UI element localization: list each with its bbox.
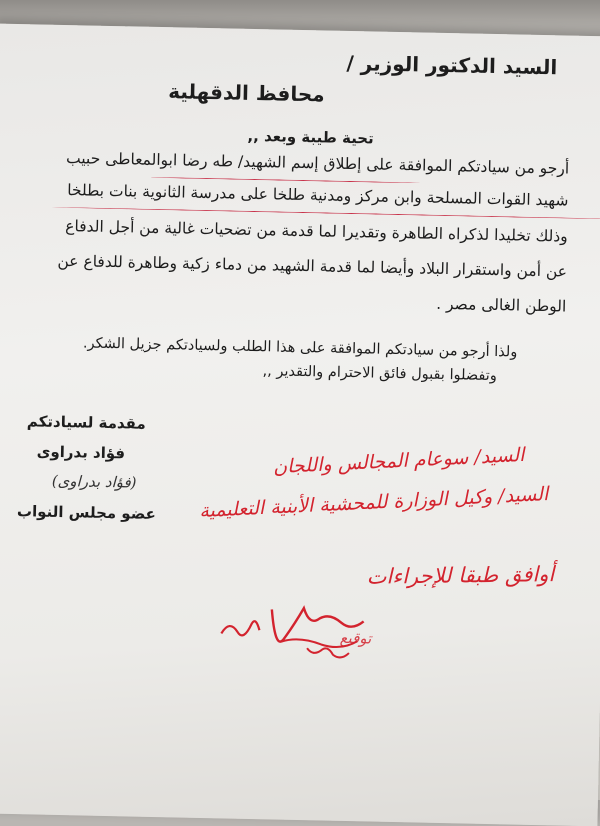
greeting: تحية طيبة وبعد ,, bbox=[247, 126, 374, 148]
body-line-1: أرجو من سيادتكم الموافقة على إطلاق إسم الشهيد/ طه رضا ابوالمعاطى حبيب bbox=[65, 149, 570, 178]
body-line-4: عن أمن واستقرار البلاد وأيضا لما قدمة الشهيد من دماء زكية وطاهرة للدفاع عن bbox=[57, 251, 568, 281]
closing-line-1: ولذا أرجو من سيادتكم الموافقة على هذا الطلب ولسيادتكم جزيل الشكر. bbox=[82, 335, 518, 361]
closing-line-2: وتفضلوا بقبول فائق الاحترام والتقدير ,, bbox=[262, 363, 497, 385]
body-line-2: شهيد القوات المسلحة وابن مركز ومدنية طلخا على مدرسة الثانوية بنات بطلخا bbox=[67, 181, 569, 210]
annotation-line-3: أوافق طبقا للإجراءات bbox=[366, 562, 555, 589]
presented-by: مقدمة لسيادتكم bbox=[26, 412, 146, 433]
letter-paper bbox=[0, 24, 600, 826]
red-underline-1 bbox=[151, 177, 421, 184]
red-signature-stroke-2 bbox=[271, 607, 364, 643]
annotation-line-2: السيد/ وكيل الوزارة للمحشية الأبنية التعليمية bbox=[198, 483, 549, 523]
recipient-title-line2: محافظ الدقهلية bbox=[167, 79, 325, 107]
annotation-signature-text: توقيع bbox=[339, 628, 372, 648]
sender-handwritten-signature: (فؤاد بدراوى) bbox=[51, 471, 137, 492]
sender-position: عضو مجلس النواب bbox=[16, 502, 157, 524]
annotation-line-1: السيد/ سوعام المجالس واللجان bbox=[273, 443, 526, 479]
red-signature-stroke-1 bbox=[221, 620, 259, 635]
body-line-5: الوطن الغالى مصر . bbox=[436, 294, 567, 316]
red-signature-stroke-4 bbox=[307, 648, 349, 658]
body-line-3: وذلك تخليدا لذكراه الطاهرة وتقديرا لما قدمة من تضحيات غالية من أجل الدفاع bbox=[65, 217, 568, 246]
recipient-title-line1: السيد الدكتور الوزير / bbox=[346, 50, 558, 80]
red-signature bbox=[211, 588, 383, 672]
red-signature-stroke-3 bbox=[281, 639, 357, 647]
sender-name: فؤاد بدراوى bbox=[36, 442, 126, 463]
